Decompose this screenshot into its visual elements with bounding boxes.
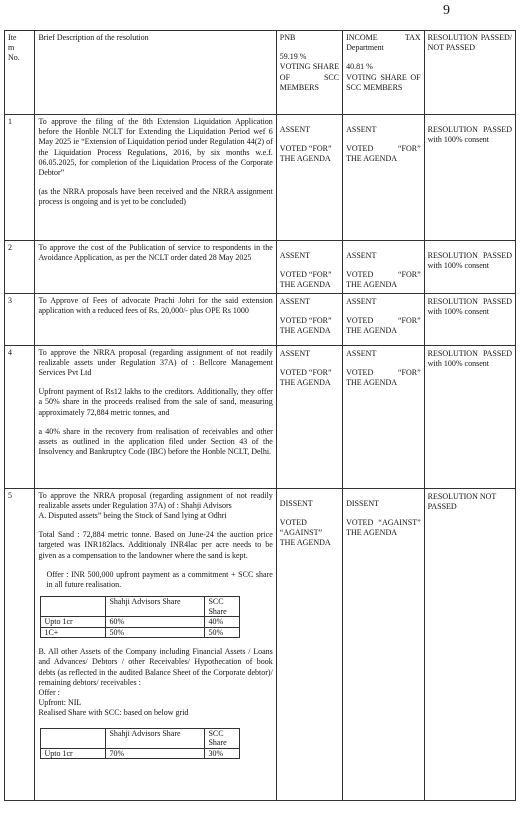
it-vote: VOTED [346, 315, 374, 325]
it-vote: VOTED [346, 144, 374, 154]
pnb-cell [276, 345, 342, 488]
it-decision: ASSENT [346, 251, 377, 260]
pnb-decision: ASSENT [279, 296, 311, 306]
share-table-header: Shahji Advisors Share [106, 728, 205, 748]
pnb-vote: VOTED “FOR” THE AGENDA [279, 144, 332, 164]
description-paragraph: To Approve of Fees of advocate Prachi Johri for the said extension application with a reduced fees of Rs. 20,000/- plus OPE Rs 1000 [38, 295, 273, 315]
share-table-cell: Upto 1cr [41, 617, 106, 628]
share-table-a [40, 596, 240, 638]
row-description [35, 241, 276, 294]
header-row [5, 31, 516, 115]
it-vote: THE AGENDA [346, 326, 397, 336]
description-paragraph: a 40% share in the recovery from realisation of receivables and other assets as outlined in the application filed under Section 43 of the Insolvency and Bankruptcy Code (IBC) before the Honble NCLT, Delhi. [38, 426, 273, 457]
description-paragraph: B. All other Assets of the Company including Financial Assets / Loans and Advances/ Debtors / other Receivables/ Hypothecation of book debts (as reflected in the audited Balance Sheet of the Corporate debtor)/ remaining debtors/ receivables : [38, 647, 273, 687]
row-number: 2 [5, 241, 35, 294]
it-cell [343, 115, 425, 241]
share-table-cell: 50% [106, 627, 205, 638]
row-number: 4 [5, 345, 35, 488]
table-row [5, 115, 516, 241]
pnb-decision: ASSENT [279, 251, 311, 260]
it-decision: ASSENT [346, 296, 377, 306]
it-voting-label: VOTING SHARE OF SCC MEMBERS [346, 72, 421, 92]
result-text: RESOLUTION NOT PASSED [427, 491, 497, 511]
it-cell [343, 293, 425, 345]
row-description [35, 345, 276, 488]
result-cell [424, 488, 515, 800]
it-vote: THE AGENDA [346, 280, 397, 290]
share-table-cell: 60% [106, 617, 205, 628]
it-decision: ASSENT [346, 125, 377, 134]
row-description [35, 293, 276, 345]
row-description [35, 488, 276, 800]
row-number: 1 [5, 115, 35, 241]
description-paragraph: Realised Share with SCC: based on below grid [38, 708, 189, 718]
share-table-b [40, 728, 240, 760]
pnb-cell [276, 241, 342, 294]
it-cell [343, 345, 425, 488]
table-row [5, 241, 516, 294]
result-cell [424, 293, 515, 345]
it-vote: VOTED “AGAINST” THE AGENDA [346, 517, 421, 538]
it-vote: “FOR” [397, 144, 421, 154]
result-text: RESOLUTION PASSED with 100% consent [427, 125, 512, 145]
description-paragraph: Offer : INR 500,000 upfront payment as a commitment + SCC share in all future realisation. [46, 569, 273, 590]
share-table-cell: 50% [205, 627, 240, 638]
pnb-vote: VOTED “FOR” THE AGENDA [279, 367, 332, 388]
table-row [5, 345, 516, 488]
pnb-cell [276, 293, 342, 345]
description-paragraph: Upfront: NIL [38, 698, 82, 708]
pnb-vote: VOTED “AGAINST” THE AGENDA [279, 517, 331, 548]
share-table-row [41, 617, 240, 628]
share-table-cell: 40% [205, 617, 240, 628]
description-paragraph: To approve the NRRA proposal (regarding assignment of not readily realizable assets under Regulation 37A) of : Shahji Advisors [38, 490, 273, 510]
table-row [5, 488, 516, 800]
share-table-cell: Upto 1cr [41, 748, 106, 759]
share-table-cell: 30% [205, 748, 240, 759]
it-vote: “FOR” [397, 315, 421, 325]
description-paragraph: A. Disputed assets” being the Stock of Sand lying at Odhri [38, 511, 227, 521]
result-text: RESOLUTION PASSED with 100% consent [427, 296, 512, 316]
it-vote: “FOR” [397, 270, 421, 280]
header-result: RESOLUTION PASSED/ NOT PASSED [424, 31, 515, 115]
pnb-cell [276, 115, 342, 241]
row-number: 3 [5, 293, 35, 345]
it-decision: ASSENT [346, 348, 377, 358]
header-description: Brief Description of the resolution [35, 31, 276, 115]
pnb-share: 59.19 % [279, 52, 307, 62]
row-description [35, 115, 276, 241]
share-table-header: Shahji Advisors Share [106, 597, 205, 617]
row-number: 5 [5, 488, 35, 800]
it-cell [343, 488, 425, 800]
share-table-header [41, 728, 106, 748]
result-cell [424, 241, 515, 294]
it-vote: VOTED [346, 367, 374, 377]
description-paragraph: To approve the filing of the 8th Extension Liquidation Application before the Honble NCLT for Extending the Liquidation Period wef 6 May 2025 ie “Extension of Liquidation period under Regulation 44(2) of the Liquidation Process Regulations, 2016, by six months w.e.f. 06.05.2025, for completion of the Liquidation Process of the Corporate Debtor” [38, 117, 273, 178]
description-paragraph: Offer : [38, 688, 60, 698]
description-paragraph: Upfront payment of Rs12 lakhs to the creditors. Additionally, they offer a 50% share in the proceeds realised from the sale of sand, measuring approximately 72,884 metric tonnes, and [38, 387, 273, 417]
it-vote: THE AGENDA [346, 378, 397, 388]
result-text: RESOLUTION PASSED with 100% consent [427, 348, 512, 368]
share-table-cell: 1C+ [41, 627, 106, 638]
it-share: 40.81 % [346, 62, 373, 72]
pnb-cell [276, 488, 342, 800]
header-item-no: Ite m No. [5, 31, 35, 115]
pnb-vote: VOTED “FOR” THE AGENDA [279, 270, 332, 290]
share-table-header: SCC Share [205, 597, 240, 617]
header-pnb [276, 31, 342, 115]
it-vote: THE AGENDA [346, 154, 397, 164]
it-vote: VOTED [346, 270, 374, 280]
pnb-name: PNB [279, 33, 296, 42]
resolution-table [4, 30, 516, 801]
description-paragraph: Total Sand : 72,884 metric tonne. Based on June-24 the auction price targeted was INR182lacs. Additionaly INR4lac per acre needs to be given as a compensation to the landowner where the sand is kept. [38, 530, 273, 560]
description-paragraph: (as the NRRA proposals have been received and the NRRA assignment process is ongoing and is yet to be concluded) [38, 187, 273, 207]
share-table-header: SCC Share [205, 728, 240, 748]
it-decision: DISSENT [346, 498, 379, 508]
pnb-vote: VOTED “FOR” THE AGENDA [279, 315, 332, 336]
it-vote: “FOR” [397, 367, 421, 377]
result-cell [424, 115, 515, 241]
share-table-row [41, 748, 240, 759]
result-text: RESOLUTION PASSED with 100% consent [427, 251, 512, 271]
pnb-decision: ASSENT [279, 125, 311, 134]
description-paragraph: To approve the NRRA proposal (regarding assignment of not readily realizable assets under Regulation 37A) of : Bellcore Management Services Pvt Ltd [38, 347, 273, 378]
share-table-header [41, 597, 106, 617]
header-income-tax [343, 31, 425, 115]
pnb-voting-label: VOTING SHARE OF SCC MEMBERS [279, 62, 340, 92]
description-paragraph: To approve the cost of the Publication of service to respondents in the Avoidance Application, as per the NCLT order dated 28 May 2025 [38, 243, 273, 263]
pnb-decision: ASSENT [279, 348, 311, 358]
it-cell [343, 241, 425, 294]
page-number: 9 [443, 3, 450, 18]
it-name: INCOME TAX Department [346, 33, 421, 53]
result-cell [424, 345, 515, 488]
share-table-cell: 70% [106, 748, 205, 759]
share-table-row [41, 627, 240, 638]
table-row [5, 293, 516, 345]
pnb-decision: DISSENT [279, 498, 313, 508]
